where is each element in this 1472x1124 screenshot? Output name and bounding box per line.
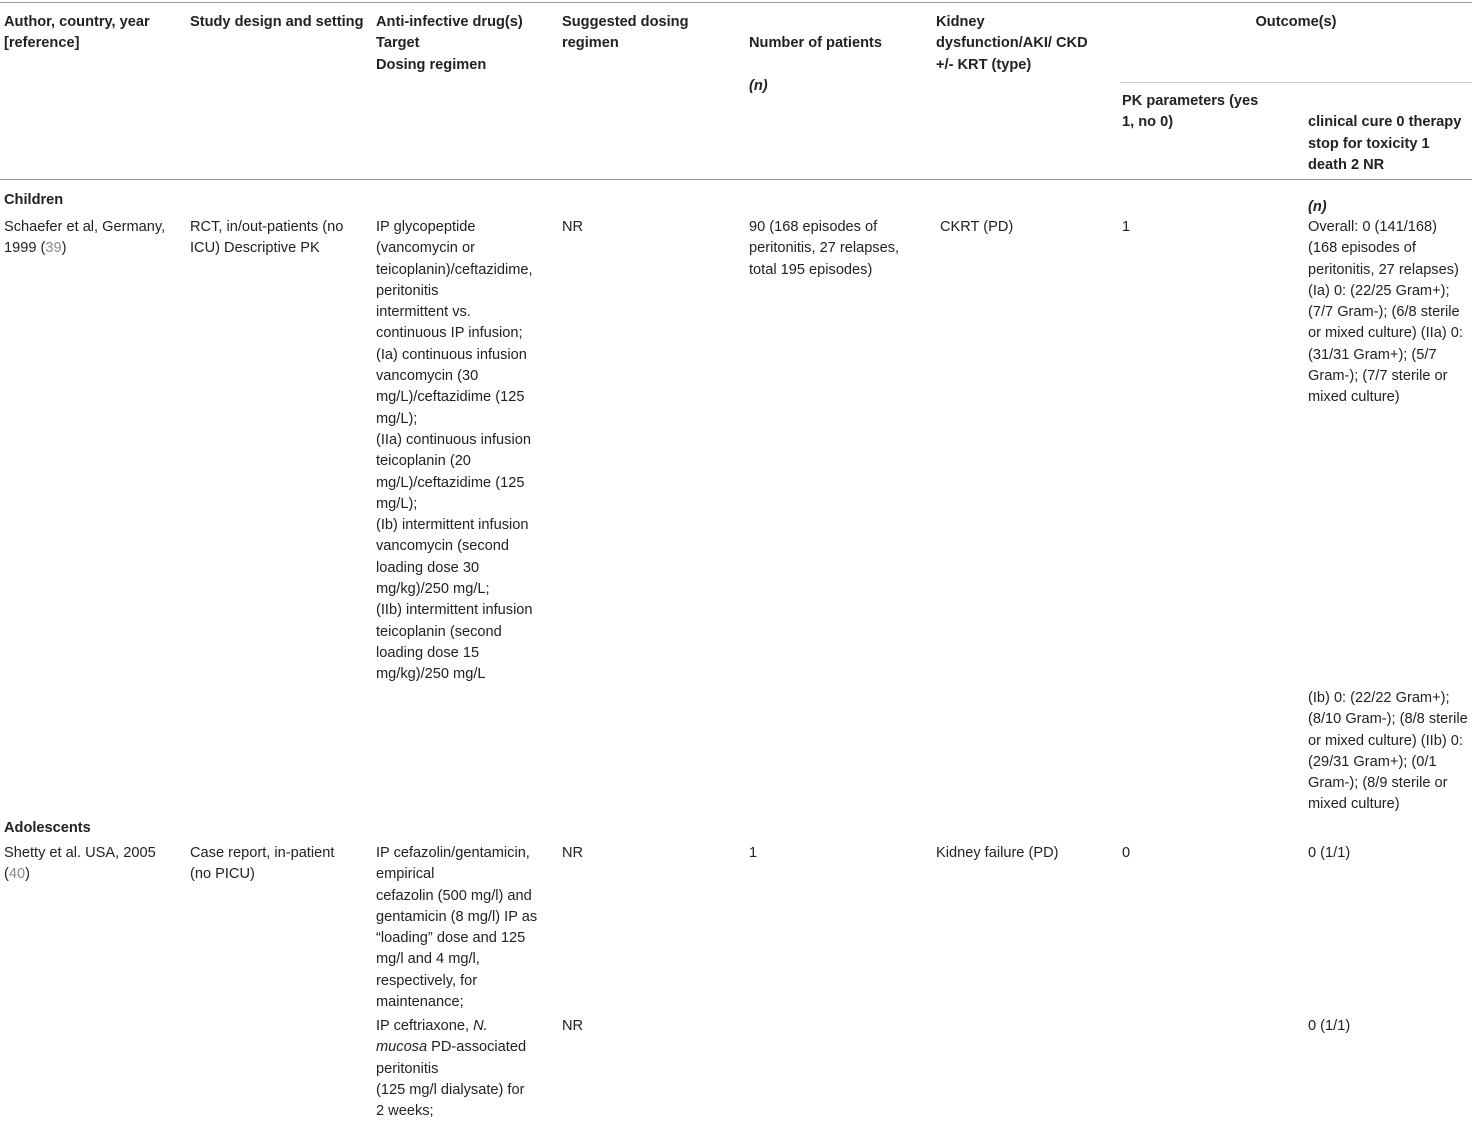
shetty-study-design: Case report, in-patient (no PICU) <box>190 845 335 883</box>
header-number-of-patients <box>749 12 929 97</box>
shetty-outcome-b: 0 (1/1) <box>1308 1018 1351 1034</box>
schaefer-reference-link[interactable]: 39 <box>45 240 62 257</box>
header-pk-parameters: PK parameters (yes 1, no 0) <box>1122 93 1259 131</box>
header-outcomes: Outcome(s) <box>1255 14 1337 30</box>
header-author: Author, country, year [reference] <box>4 14 150 52</box>
schaefer-author <box>4 217 182 260</box>
shetty-drug-regimen-b <box>376 1016 536 1122</box>
schaefer-suggested-dosing: NR <box>562 219 584 235</box>
shetty-suggested-dosing-b: NR <box>562 1018 584 1034</box>
header-kidney-dysfunction: Kidney dysfunction/AKI/ CKD +/- KRT (type) <box>936 14 1088 73</box>
shetty-author <box>4 843 182 886</box>
header-patients-label: Number of patients <box>749 35 882 52</box>
shetty-pk-parameters: 0 <box>1122 845 1131 861</box>
shetty-author-close: ) <box>25 866 30 883</box>
shetty-drug-b-pre: IP ceftriaxone, <box>376 1018 474 1034</box>
shetty-reference-link[interactable]: 40 <box>8 866 26 883</box>
schaefer-outcome-a: Overall: 0 (141/168) (168 episodes of peritonitis, 27 relapses) (Ia) 0: (22/25 Gram+); (7/7 Gram-); (6/8 sterile or mixed culture) (IIa) 0: (31/31 Gram+); (5/7 Gram-); (7/7 sterile or mixed culture) <box>1308 219 1463 406</box>
schaefer-kidney-dysfunction: CKRT (PD) <box>940 219 1014 235</box>
header-clinical-cure-label: clinical cure 0 therapy stop for toxicity 1 death 2 NR <box>1308 114 1462 173</box>
header-clinical-cure-n: (n) <box>1308 199 1327 216</box>
schaefer-number-of-patients: 90 (168 episodes of peritonitis, 27 relapses, total 195 episodes) <box>749 219 900 278</box>
header-suggested-dosing: Suggested dosing regimen <box>562 14 689 52</box>
table-top-rule <box>0 2 1472 3</box>
header-clinical-cure <box>1308 91 1468 219</box>
header-anti-infective-drug: Anti-infective drug(s) Target Dosing regimen <box>376 14 523 73</box>
schaefer-author-text: Schaefer et al, Germany, 1999 ( <box>4 219 166 257</box>
schaefer-drug-regimen: IP glycopeptide (vancomycin or teicoplanin)/ceftazidime, peritonitis intermittent vs. continuous IP infusion; (Ia) continuous infusion vancomycin (30 mg/L)/ceftazidime (125 mg/L); (IIa) continuous infusion teicoplanin (20 mg/L)/ceftazidime (125 mg/L); (Ib) intermittent infusion vancomycin (second loading dose 30 mg/kg)/250 mg/L; (IIb) intermittent infusion teicoplanin (second loading dose 15 mg/kg)/250 mg/L <box>376 219 533 683</box>
section-adolescents: Adolescents <box>4 820 91 836</box>
shetty-drug-b-post: PD-associated peritonitis (125 mg/l dialysate) for 2 weeks; <box>376 1039 527 1120</box>
schaefer-author-close: ) <box>61 240 67 257</box>
shetty-number-of-patients: 1 <box>749 845 758 861</box>
outcome-subheader-rule <box>1120 82 1472 83</box>
schaefer-study-design: RCT, in/out-patients (no ICU) Descriptive PK <box>190 219 344 257</box>
schaefer-pk-parameters: 1 <box>1122 219 1131 235</box>
shetty-suggested-dosing-a: NR <box>562 845 584 861</box>
shetty-drug-regimen-a: IP cefazolin/gentamicin, empirical cefazolin (500 mg/l) and gentamicin (8 mg/l) IP as “loading” dose and 125 mg/l and 4 mg/l, respectively, for maintenance; <box>376 845 538 1011</box>
header-study-design: Study design and setting <box>190 14 364 30</box>
shetty-drug-b-organism: N. mucosa <box>376 1018 488 1056</box>
shetty-outcome-a: 0 (1/1) <box>1308 845 1351 861</box>
header-bottom-rule <box>0 179 1472 180</box>
section-children: Children <box>4 192 64 208</box>
shetty-author-text: Shetty et al. USA, 2005 ( <box>4 845 156 883</box>
schaefer-outcome-b: (Ib) 0: (22/22 Gram+); (8/10 Gram-); (8/8 sterile or mixed culture) (IIb) 0: (29/31 Gram+); (0/1 Gram-); (8/9 sterile or mixed culture) <box>1308 690 1468 813</box>
header-patients-n: (n) <box>749 77 768 94</box>
shetty-kidney-dysfunction: Kidney failure (PD) <box>936 845 1059 861</box>
